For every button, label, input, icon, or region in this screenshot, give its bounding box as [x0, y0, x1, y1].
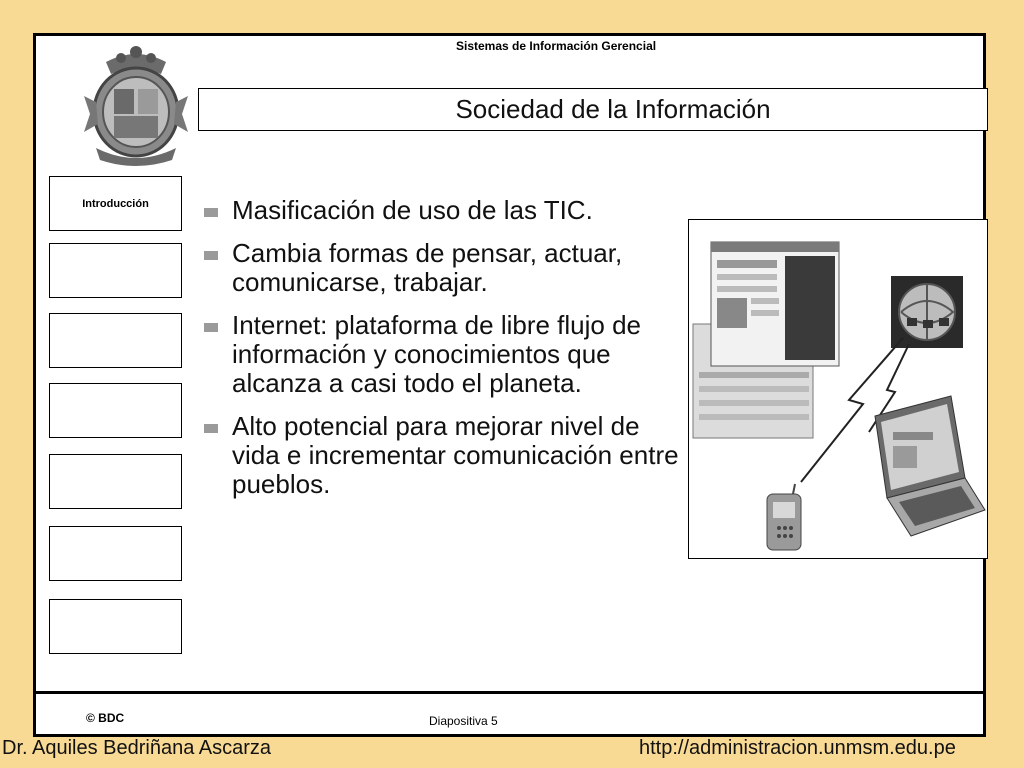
square-bullet-icon [204, 208, 218, 217]
bullet-text: Internet: plataforma de libre flujo de información y conocimientos que alcanza a casi todo el planeta. [232, 310, 642, 398]
bullet-item [204, 311, 684, 398]
illustration [689, 220, 987, 558]
nav-button-6[interactable] [49, 526, 182, 581]
square-bullet-icon [204, 424, 218, 433]
slide-title: Sociedad de la Información [198, 88, 988, 131]
mobile-phone-icon [767, 484, 801, 550]
nav-button-5[interactable] [49, 454, 182, 509]
website-url[interactable]: http://administracion.unmsm.edu.pe [639, 737, 956, 759]
slide-number: Diapositiva 5 [429, 714, 498, 728]
laptop-icon [875, 396, 985, 536]
copyright-label: © BDC [86, 711, 125, 725]
bullet-list [204, 196, 684, 513]
footer-divider [36, 691, 983, 694]
nav-button-2[interactable] [49, 243, 182, 298]
nav-button-3[interactable] [49, 313, 182, 368]
illustration-frame [688, 219, 988, 559]
square-bullet-icon [204, 251, 218, 260]
square-bullet-icon [204, 323, 218, 332]
slide [33, 33, 986, 737]
nav-button-introduccion[interactable]: Introducción [49, 176, 182, 231]
bullet-item [204, 412, 684, 499]
bullet-text: Masificación de uso de las TIC. [232, 195, 593, 225]
bullet-item [204, 239, 684, 297]
bullet-text: Alto potencial para mejorar nivel de vida e incrementar comunicación entre pueblos. [232, 411, 679, 499]
bullet-text: Cambia formas de pensar, actuar, comunicarse, trabajar. [232, 238, 623, 297]
bullet-item [204, 196, 684, 225]
nav-button-7[interactable] [49, 599, 182, 654]
header-title: Sistemas de Información Gerencial [456, 39, 657, 53]
nav-button-4[interactable] [49, 383, 182, 438]
browser-screenshot-icon [693, 242, 839, 438]
author-name: Dr. Aquiles Bedriñana Ascarza [2, 737, 272, 759]
university-crest-icon [76, 44, 196, 169]
globe-icon [891, 276, 963, 348]
